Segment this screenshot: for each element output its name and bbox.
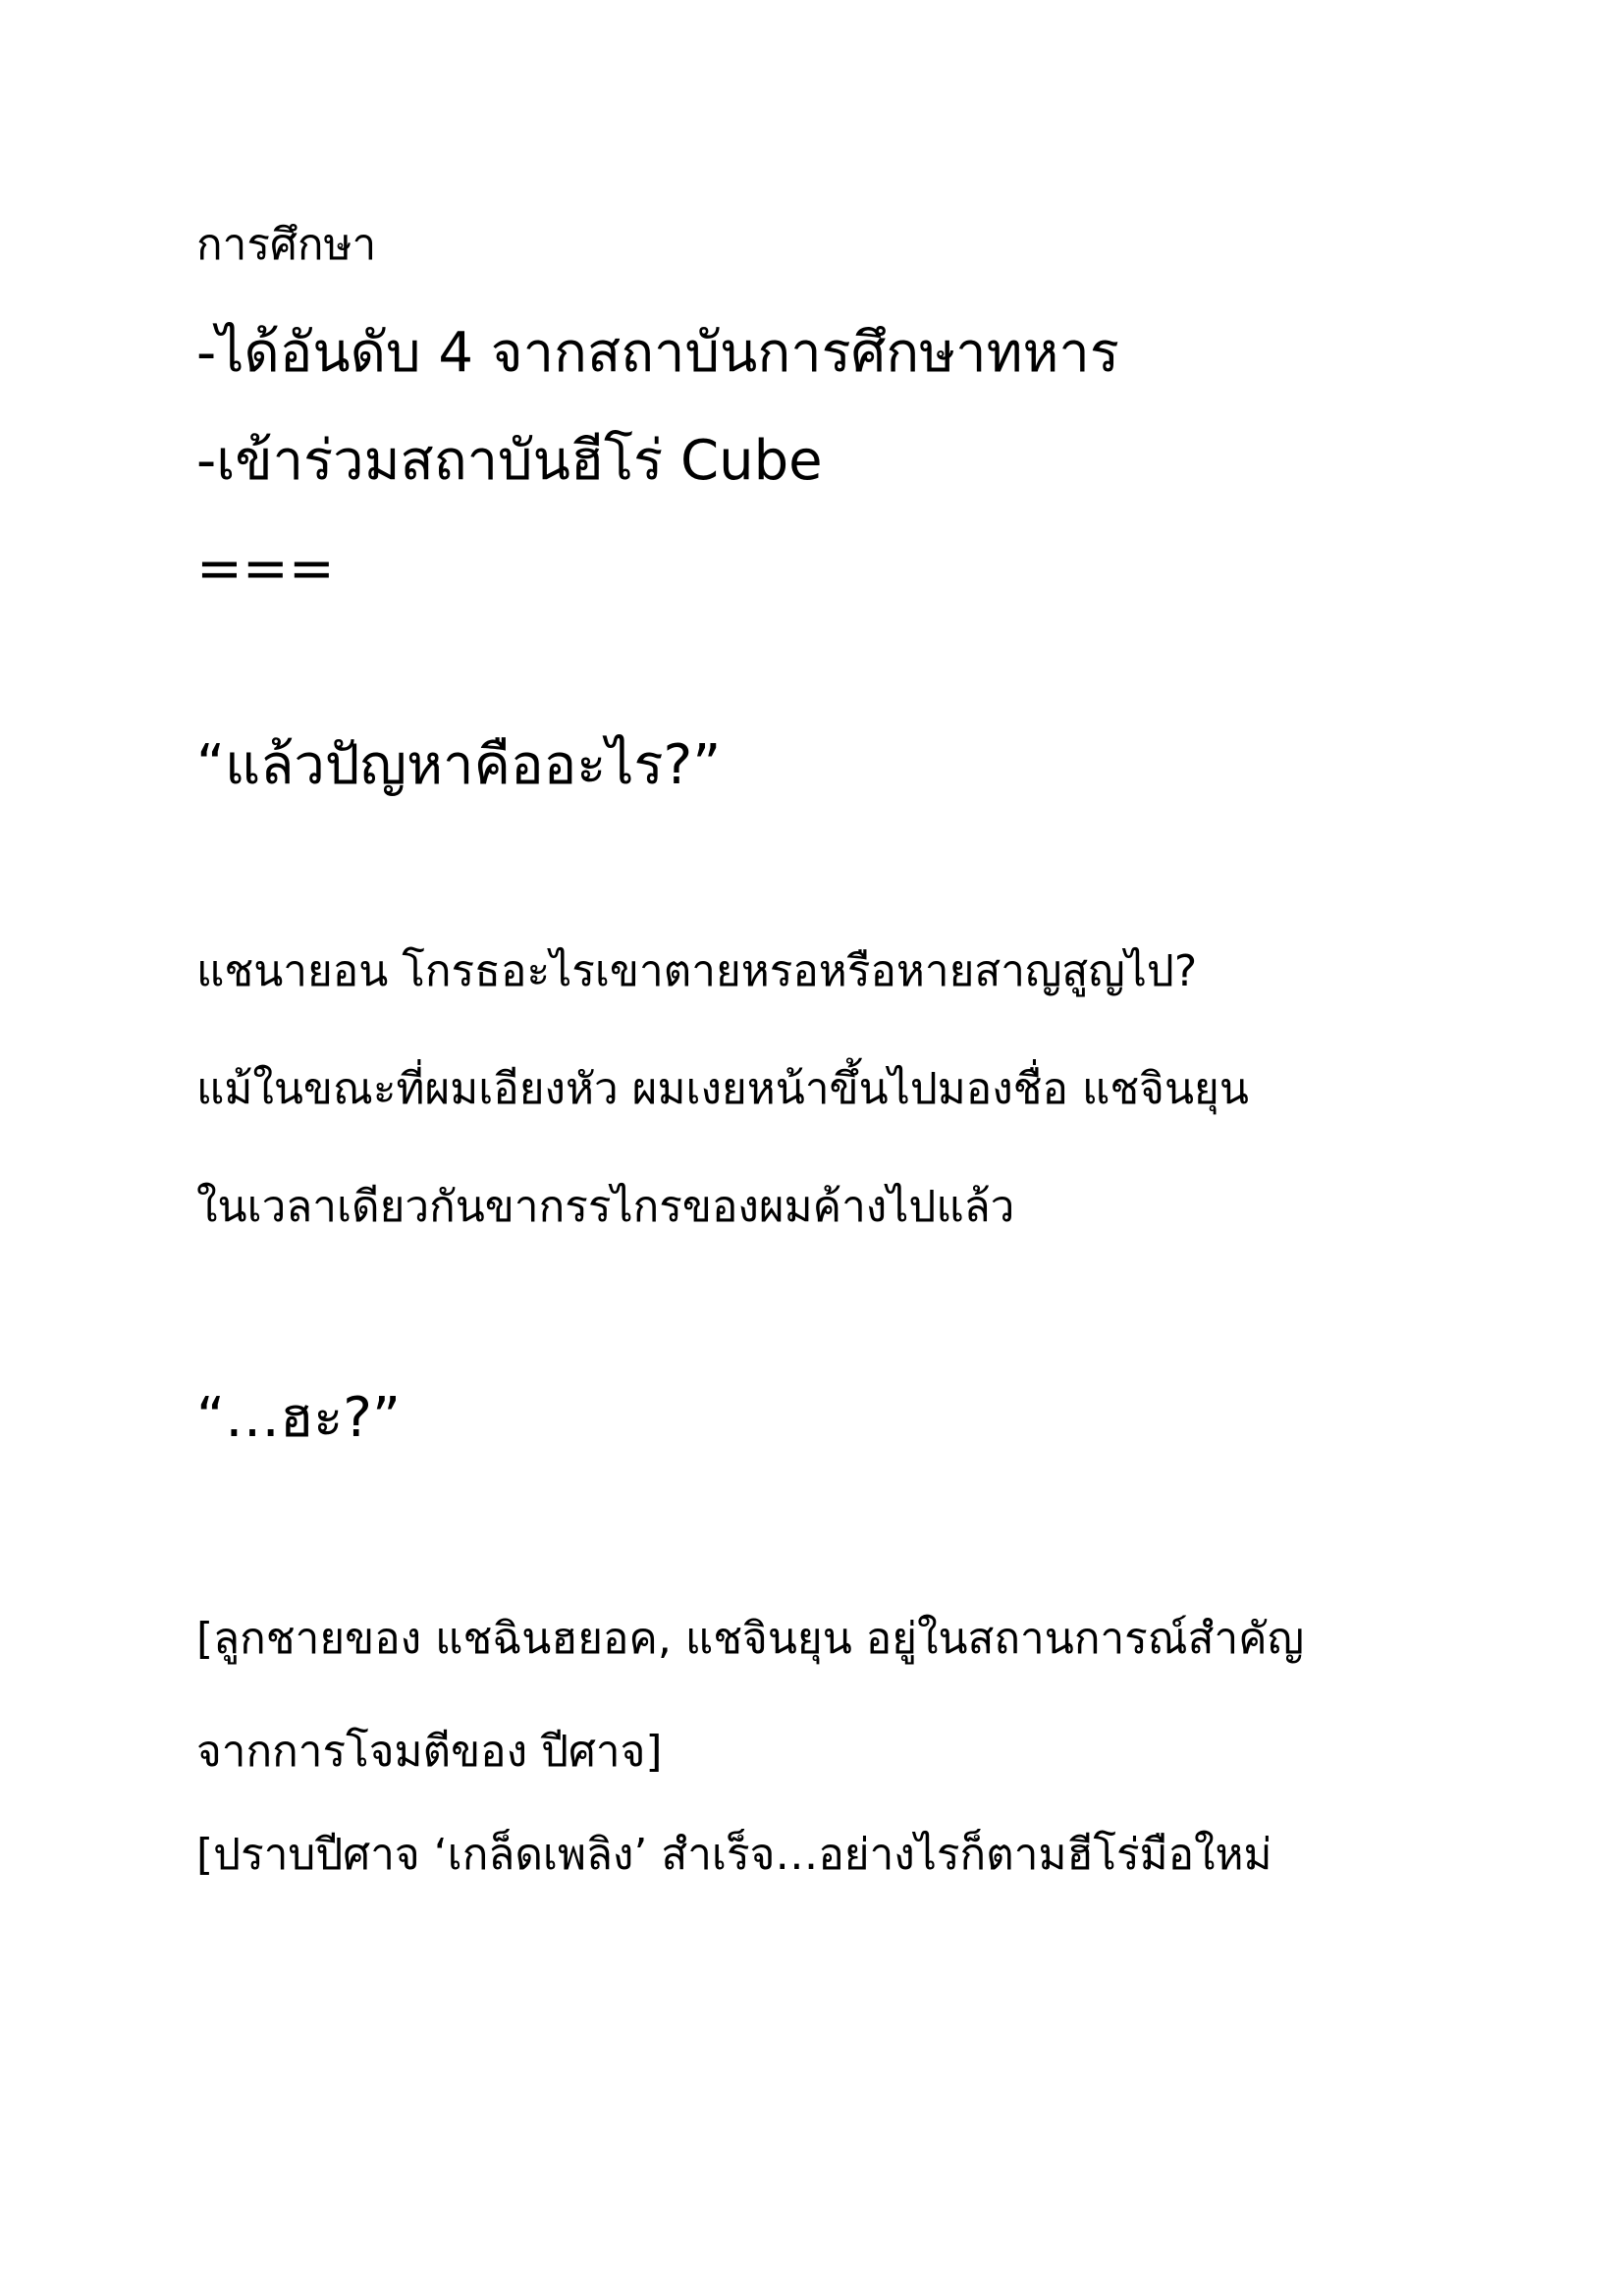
system-message-line: [ลูกชายของ แชฉินฮยอค, แชจินยุน อยู่ในสถานการณ์สำคัญ [196, 1614, 1305, 1664]
narration-paragraph-line: แชนายอน โกรธอะไรเขาตายหรอหรือหายสาญสูญไป? [196, 946, 1198, 996]
system-message-line: จากการโจมตีของ ปีศาจ] [196, 1727, 663, 1777]
narration-paragraph-line: แม้ในขณะที่ผมเอียงหัว ผมเงยหน้าขึ้นไปมองชื่อ แชจินยุน [196, 1064, 1249, 1114]
section-heading-education: การศึกษา [196, 220, 377, 270]
section-divider: === [196, 537, 335, 601]
dialogue-line-exclamation: “…ฮะ?” [196, 1386, 402, 1450]
education-item-academy: -เข้าร่วมสถาบันฮีโร่ Cube [196, 429, 823, 493]
education-item-rank: -ได้อันดับ 4 จากสถาบันการศึกษาทหาร [196, 321, 1119, 385]
narration-paragraph-line: ในเวลาเดียวกันขากรรไกรของผมค้างไปแล้ว [196, 1182, 1015, 1232]
dialogue-line-question: “แล้วปัญหาคืออะไร?” [196, 733, 722, 797]
system-message-line: [ปราบปีศาจ ‘เกล็ดเพลิง’ สำเร็จ…อย่างไรก็ตามฮีโร่มือใหม่ [196, 1830, 1272, 1880]
